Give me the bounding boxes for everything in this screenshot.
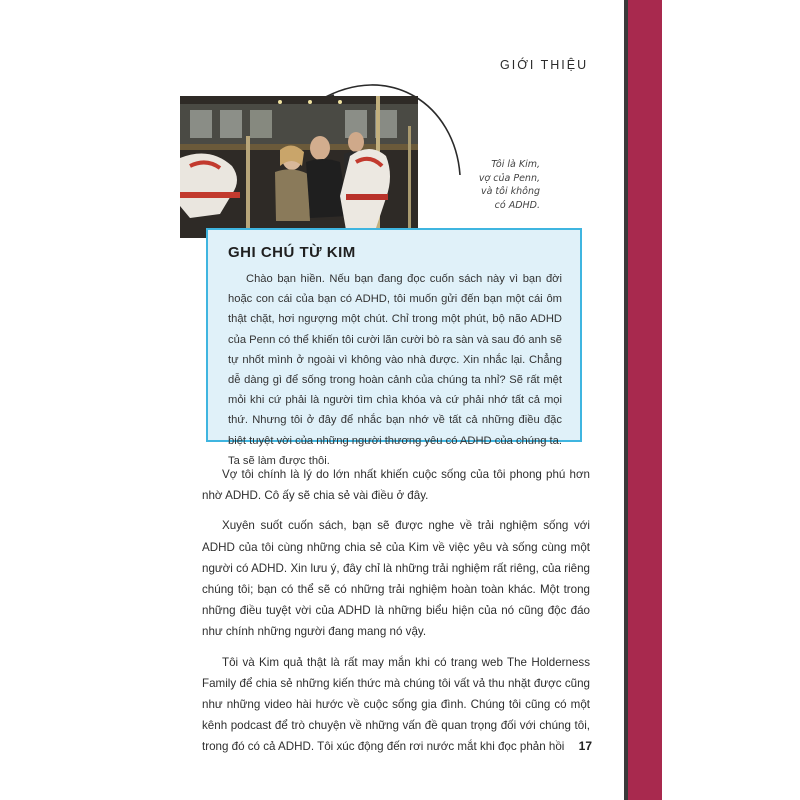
- body-paragraph: Xuyên suốt cuốn sách, bạn sẽ được nghe về trải nghiệm sống với ADHD của tôi cùng những chia sẻ của Kim về việc yêu và sống cùng một người có ADHD. Xin lưu ý, đây chỉ là những trải nghiệm rất riêng, của riêng chúng tôi; bạn có thể sẽ có những trải nghiệm hoàn toàn khác. Một trong những điều tuyệt vời của ADHD là những biểu hiện của nó cũng độc đáo như chính những người đang mang nó vậy.: [202, 519, 590, 639]
- note-body: Chào bạn hiền. Nếu bạn đang đọc cuốn sách này vì bạn đời hoặc con cái của bạn có ADHD, tôi muốn gửi đến bạn một cái ôm thật chặt, hơi ngượng một chút. Chỉ trong một phút, bộ não ADHD của Penn có thể khiến tôi cười lăn cười bò ra sàn và sau đó anh sẽ tự nhốt mình ở ngoài vì không vào nhà được. Xin nhắc lại. Chẳng dễ dàng gì để sống trong hoàn cảnh của chúng ta nhỉ? Sẽ rất mệt mỏi khi cứ phải là người tìm chìa khóa và cứ phải nhớ tất cả mọi thứ. Nhưng tôi ở đây để nhắc bạn nhớ về tất cả những điều đặc biệt tuyệt vời của những người thương yêu có ADHD của chúng ta. Ta sẽ làm được thôi.: [228, 273, 562, 467]
- photo-caption: [448, 158, 540, 212]
- note-title: GHI CHÚ TỪ KIM: [228, 244, 356, 261]
- body-text: [202, 464, 590, 767]
- caption-line: Tôi là Kim,: [491, 159, 540, 170]
- body-paragraph: Vợ tôi chính là lý do lớn nhất khiến cuộc sống của tôi phong phú hơn nhờ ADHD. Cô ấy sẽ chia sẻ vài điều ở đây.: [202, 468, 590, 503]
- caption-line: có ADHD.: [494, 199, 540, 211]
- carousel-photo: [180, 96, 418, 238]
- caption-line: và tôi không: [480, 186, 540, 197]
- body-paragraph: Tôi và Kim quả thật là rất may mắn khi có trang web The Holderness Family để chia sẻ những kiến thức mà chúng tôi vất vả thu nhặt được cũng như những video hài hước về cuộc sống gia đình. Chúng tôi cũng có một kênh podcast để trò chuyện về những vấn đề quan trọng đối với chúng tôi, trong đó có cả ADHD. Tôi xúc động đến rơi nước mắt khi đọc phản hồi: [202, 655, 590, 754]
- running-head: GIỚI THIỆU: [500, 58, 589, 72]
- page-number: 17: [578, 739, 592, 753]
- note-callout-box: [206, 228, 582, 467]
- book-edge-stripe: [628, 0, 662, 800]
- caption-line: vợ của Penn,: [478, 172, 540, 184]
